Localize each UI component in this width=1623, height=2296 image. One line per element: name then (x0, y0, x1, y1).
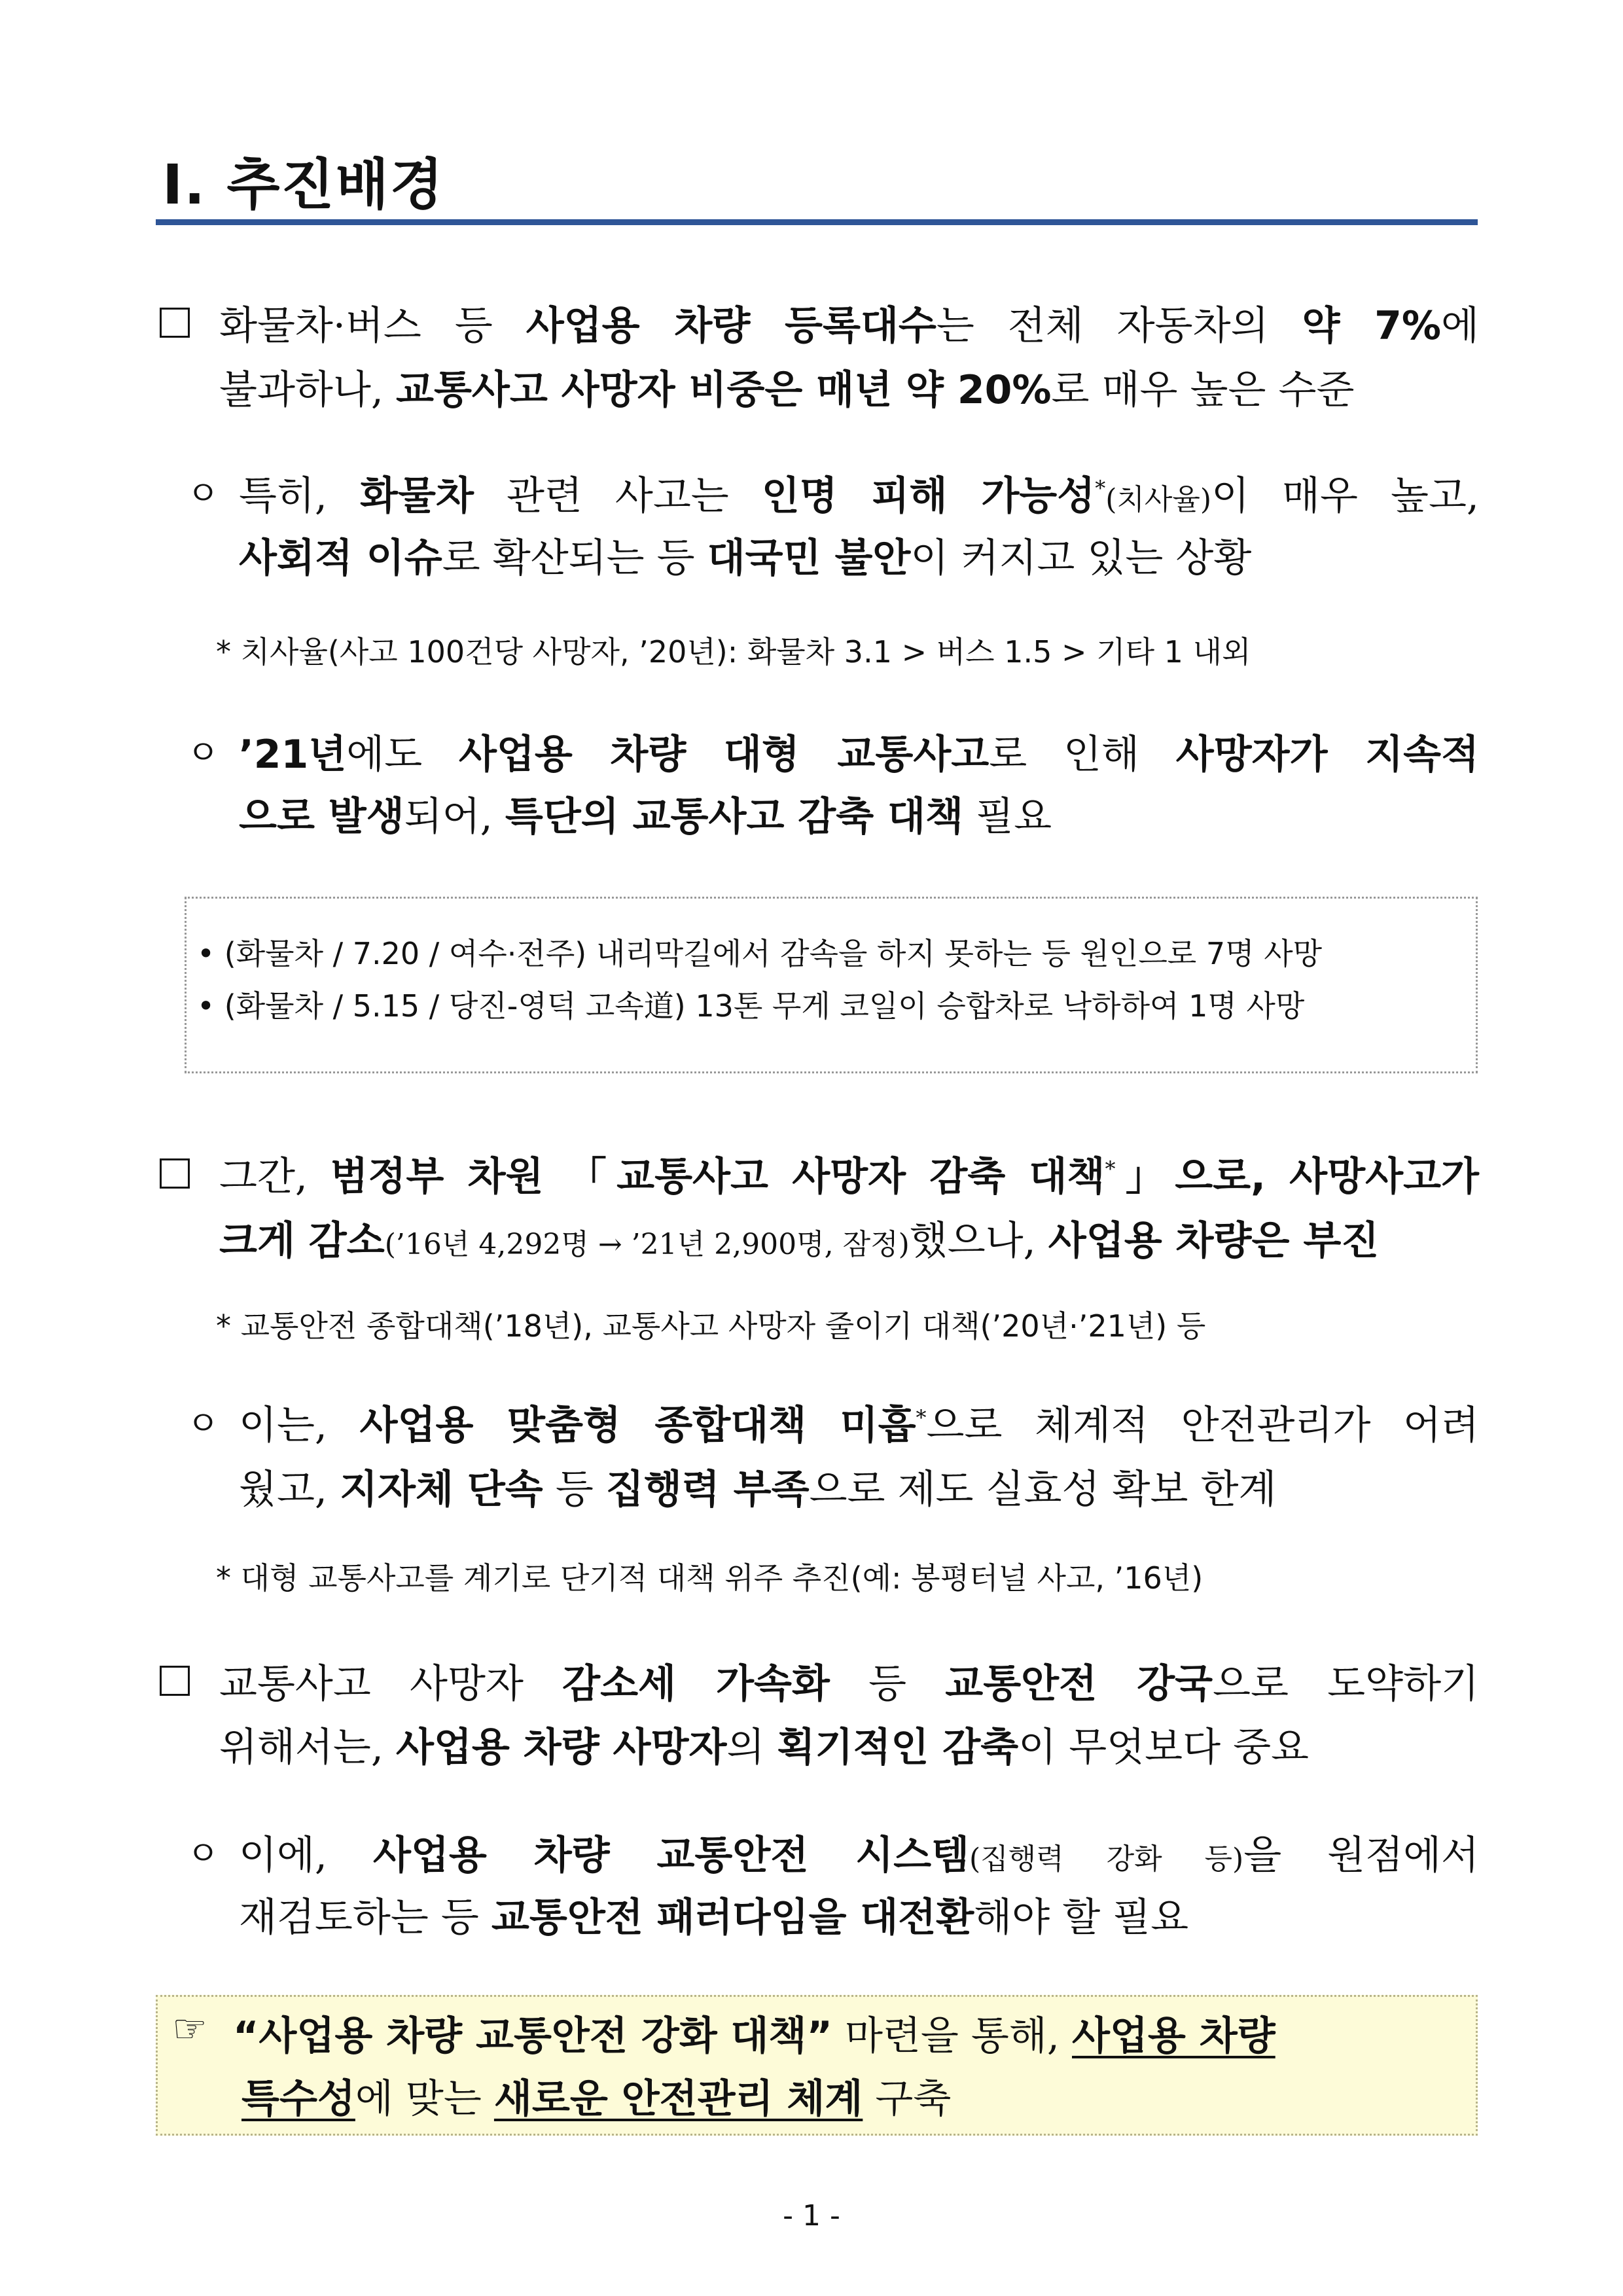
paragraph-line: 웠고, 지자체 단속 등 집행력 부족으로 제도 실효성 확보 한계 (239, 1467, 1277, 1513)
conclusion-line: 특수성에 맞는 새로운 안전관리 체계 구축 (241, 2076, 952, 2122)
incident-examples-box (185, 897, 1478, 1073)
example-item: • (화물차 / 5.15 / 당진-영덕 고속道) 13톤 무게 코일이 승합차로 낙하하여 1명 사망 (197, 988, 1305, 1024)
footnote: * 대형 교통사고를 계기로 단기적 대책 위주 추진(예: 봉평터널 사고, ’16년) (216, 1560, 1204, 1596)
footnote: * 치사율(사고 100건당 사망자, ’20년): 화물차 3.1 > 버스 1.5 > 기타 1 내외 (216, 634, 1251, 670)
example-item: • (화물차 / 7.20 / 여수·전주) 내리막길에서 감속을 하지 못하는 등 원인으로 7명 사망 (197, 936, 1323, 971)
paragraph-line: 특히, 화물차 관련 사고는 인명 피해 가능성*(치사율)이 매우 높고, (239, 473, 1479, 519)
checkbox-bullet (160, 1158, 190, 1189)
paragraph-line: 그간, 범정부 차원 「교통사고 사망자 감축 대책*」으로, 사망사고가 (219, 1154, 1479, 1200)
section-title: Ⅰ. 추진배경 (162, 152, 444, 217)
paragraph-line: ’21년에도 사업용 차량 대형 교통사고로 인해 사망자가 지속적 (239, 732, 1480, 778)
circle-bullet: ㅇ (187, 475, 220, 514)
title-underline-rule (156, 219, 1478, 225)
paragraph-line: 화물차·버스 등 사업용 차량 등록대수는 전체 자동차의 약 7%에 (219, 303, 1480, 349)
page-number: - 1 - (783, 2199, 840, 2233)
pointing-hand-icon: ☞ (172, 2006, 207, 2052)
paragraph-line: 사회적 이슈로 확산되는 등 대국민 불안이 커지고 있는 상황 (239, 535, 1252, 581)
paragraph-line: 재검토하는 등 교통안전 패러다임을 대전환해야 할 필요 (239, 1895, 1189, 1941)
checkbox-bullet (160, 308, 190, 338)
paragraph-line: 불과하나, 교통사고 사망자 비중은 매년 약 20%로 매우 높은 수준 (219, 367, 1355, 413)
circle-bullet: ㅇ (187, 1405, 220, 1444)
paragraph-line: 위해서는, 사업용 차량 사망자의 획기적인 감축이 무엇보다 중요 (219, 1725, 1310, 1770)
circle-bullet: ㅇ (187, 734, 220, 773)
footnote: * 교통안전 종합대책(’18년), 교통사고 사망자 줄이기 대책(’20년·’21년) 등 (216, 1308, 1206, 1344)
paragraph-line: 으로 발생되어, 특단의 교통사고 감축 대책 필요 (239, 794, 1052, 840)
conclusion-line: “사업용 차량 교통안전 강화 대책” 마련을 통해, 사업용 차량 (233, 2013, 1275, 2059)
checkbox-bullet (160, 1666, 190, 1696)
circle-bullet: ㅇ (187, 1835, 220, 1874)
paragraph-line: 이에, 사업용 차량 교통안전 시스템(집행력 강화 등)을 원점에서 (239, 1833, 1480, 1878)
conclusion-box (156, 1995, 1478, 2136)
paragraph-line: 크게 감소(’16년 4,292명 → ’21년 2,900명, 잠정)했으나, 사업용 차량은 부진 (219, 1218, 1380, 1264)
paragraph-line: 이는, 사업용 맞춤형 종합대책 미흡*으로 체계적 안전관리가 어려 (239, 1403, 1479, 1448)
paragraph-line: 교통사고 사망자 감소세 가속화 등 교통안전 강국으로 도약하기 (219, 1661, 1480, 1707)
